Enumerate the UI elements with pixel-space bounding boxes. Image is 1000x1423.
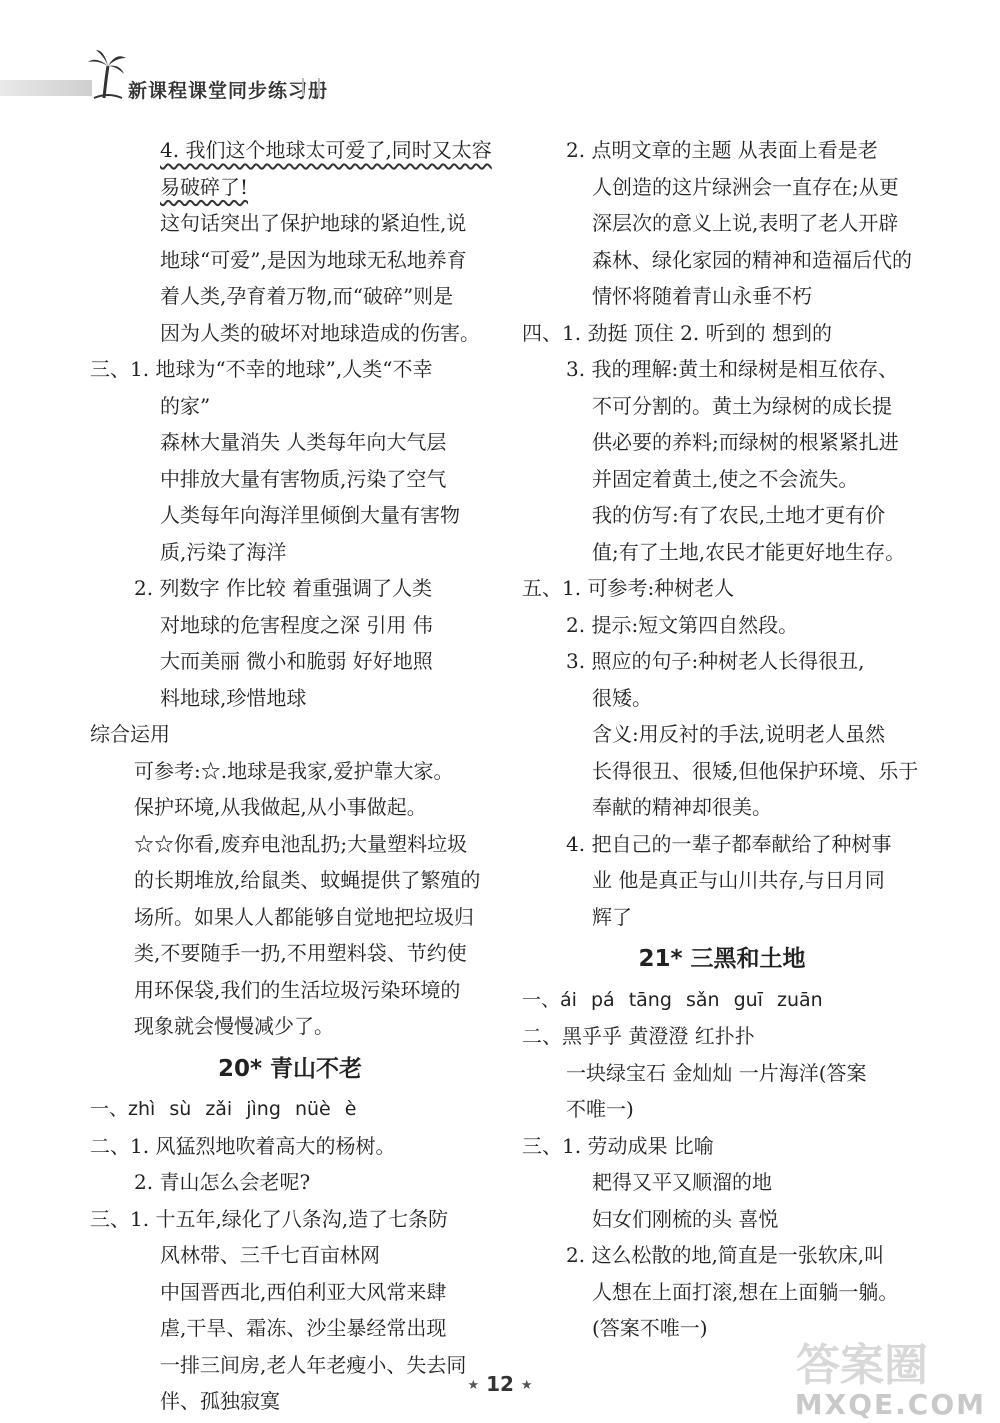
text-line: [90, 1008, 490, 1045]
text-line: [522, 789, 922, 826]
line-text: 中国晋西北,西伯利亚大风常来肆: [160, 1279, 447, 1304]
line-text: 森林、绿化家园的精神和造福后代的: [592, 247, 912, 272]
line-text: 奉献的精神却很美。: [592, 795, 772, 819]
watermark-text: MXQE.COM: [794, 1388, 986, 1421]
line-text: 大而美丽 微小和脆弱 好好地照: [160, 649, 433, 673]
text-line: [522, 607, 922, 644]
text-line: [90, 242, 490, 279]
line-text: 3. 我的理解:黄土和绿树是相互依存、: [566, 357, 899, 381]
line-text: 的家”: [160, 393, 211, 418]
line-text: 用环保袋,我们的生活垃圾污染环境的: [134, 977, 461, 1002]
line-text: 耙得又平又顺溜的地: [592, 1170, 772, 1194]
line-text: 料地球,珍惜地球: [160, 685, 307, 710]
line-text: 4. 把自己的一辈子都奉献给了种树事: [566, 831, 892, 856]
line-text: 一、zhì sù zǎi jìng nüè è: [90, 1098, 357, 1120]
text-line: [90, 497, 490, 534]
text-line: [522, 315, 922, 352]
text-line: [90, 1237, 490, 1274]
text-line: [522, 351, 922, 388]
header-title: 新课程课堂同步练习册: [128, 80, 329, 102]
line-text: 对地球的危害程度之深 引用 伟: [160, 612, 433, 637]
line-text: 21* 三黑和土地: [638, 946, 806, 972]
text-line: [90, 1164, 490, 1201]
text-line: [522, 862, 922, 899]
left-column: [90, 132, 490, 1420]
text-line: [90, 388, 490, 425]
line-text: 可参考:☆.地球是我家,爱护靠大家。: [134, 758, 454, 783]
line-text: 2. 这么松散的地,简直是一张软床,叫: [566, 1243, 885, 1267]
text-line: [90, 862, 490, 899]
text-line: [90, 972, 490, 1009]
header-bar: [0, 80, 92, 96]
line-text: 不可分割的。黄土为绿树的成长提: [592, 393, 892, 418]
line-text: 2. 提示:短文第四自然段。: [566, 612, 799, 637]
line-text: 不唯一): [566, 1097, 634, 1121]
text-line: [90, 753, 490, 790]
line-text: 20* 青山不老: [217, 1055, 363, 1082]
line-text: 4. 我们这个地球太可爱了,同时又太容: [160, 138, 492, 162]
text-line: [522, 205, 922, 242]
line-text: 2. 点明文章的主题 从表面上看是老: [566, 138, 878, 162]
line-text: 很矮。: [592, 685, 652, 710]
line-text: 类,不要随手一扔,不用塑料袋、节约使: [134, 941, 467, 965]
text-line: [522, 1201, 922, 1238]
line-text: 长得很丑、很矮,但他保护环境、乐于: [592, 758, 919, 783]
text-line: [90, 132, 490, 169]
text-line: [90, 643, 490, 680]
text-line: [522, 169, 922, 206]
text-line: [90, 278, 490, 315]
text-line: [90, 570, 490, 607]
line-text: 人想在上面打滚,想在上面躺一躺。: [592, 1279, 899, 1304]
line-text: 因为人类的破坏对地球造成的伤害。: [160, 320, 480, 345]
text-line: [522, 1164, 922, 1201]
line-text: 人类每年向海洋里倾倒大量有害物: [160, 503, 460, 527]
line-text: 一、ái pá tāng sǎn guī zuān: [522, 988, 823, 1011]
line-text: 保护环境,从我做起,从小事做起。: [134, 795, 427, 819]
line-text: 现象就会慢慢减少了。: [134, 1014, 334, 1038]
text-line: [522, 826, 922, 863]
text-line: [522, 1237, 922, 1274]
text-line: [522, 497, 922, 534]
line-text: 深层次的意义上说,表明了老人开辟: [592, 211, 899, 235]
line-text: 我的仿写:有了农民,土地才更有价: [592, 503, 886, 527]
text-line: [90, 935, 490, 972]
line-text: 地球“可爱”,是因为地球无私地养育: [160, 247, 467, 272]
header-ticks: [302, 78, 320, 96]
line-text: 3. 照应的句子:种树老人长得很丑,: [566, 649, 865, 673]
line-text: 质,污染了海洋: [160, 539, 287, 564]
text-line: [522, 982, 922, 1019]
text-line: [90, 607, 490, 644]
line-text: 的长期堆放,给鼠类、蚊蝇提供了繁殖的: [134, 868, 481, 892]
line-text: 三、1. 劳动成果 比喻: [522, 1133, 714, 1158]
text-line: [522, 570, 922, 607]
line-text: 2. 青山怎么会老呢?: [134, 1170, 311, 1194]
line-text: 含义:用反衬的手法,说明老人虽然: [592, 722, 886, 746]
text-line: [522, 1055, 922, 1092]
star-icon: ★: [467, 1378, 480, 1393]
line-text: 着人类,孕育着万物,而“破碎”则是: [160, 284, 454, 308]
text-line: [522, 461, 922, 498]
line-text: 三、1. 地球为“不幸的地球”,人类“不幸: [90, 357, 433, 381]
line-text: 这句话突出了保护地球的紧迫性,说: [160, 211, 467, 235]
right-column: [522, 132, 922, 1347]
text-line: [522, 242, 922, 279]
text-line: [522, 132, 922, 169]
text-line: [90, 351, 490, 388]
line-text: 二、1. 风猛烈地吹着高大的杨树。: [90, 1133, 396, 1158]
line-text: ☆☆你看,废弃电池乱扔;大量塑料垃圾: [134, 831, 468, 856]
star-icon: ★: [520, 1378, 533, 1393]
text-line: [522, 643, 922, 680]
line-text: 2. 列数字 作比较 着重强调了人类: [134, 576, 433, 600]
text-line: [90, 789, 490, 826]
text-line: [522, 753, 922, 790]
line-text: 人创造的这片绿洲会一直存在;从更: [592, 174, 899, 199]
text-line: [90, 1091, 490, 1128]
text-line: [522, 1274, 922, 1311]
text-line: [90, 1310, 490, 1347]
text-line: [90, 461, 490, 498]
text-line: [522, 1091, 922, 1128]
section-title: [522, 941, 922, 978]
line-text: 二、黑乎乎 黄澄澄 红扑扑: [522, 1024, 755, 1048]
section-title: [90, 1051, 490, 1088]
line-text: 风林带、三千七百亩林网: [160, 1243, 380, 1267]
text-line: [90, 534, 490, 571]
text-line: [90, 1274, 490, 1311]
page-header: [0, 72, 330, 102]
text-line: [90, 826, 490, 863]
line-text: 供必要的养料;而绿树的根紧紧扎进: [592, 430, 899, 454]
text-line: [90, 1201, 490, 1238]
text-line: [522, 424, 922, 461]
line-text: 伴、孤独寂寞: [160, 1389, 280, 1413]
text-line: [90, 899, 490, 936]
line-text: 并固定着黄土,使之不会流失。: [592, 466, 859, 491]
line-text: 业 他是真正与山川共存,与日月同: [592, 868, 885, 892]
line-text: (答案不唯一): [592, 1316, 708, 1340]
text-line: [522, 388, 922, 425]
text-line: [90, 205, 490, 242]
page-number: 12: [486, 1372, 514, 1396]
text-line: [90, 169, 490, 206]
line-text: 一排三间房,老人年老瘦小、失去同: [160, 1352, 467, 1377]
line-text: 辉了: [592, 904, 632, 929]
text-line: [90, 424, 490, 461]
text-line: [522, 1018, 922, 1055]
palm-tree-icon: [86, 48, 126, 100]
line-text: 四、1. 劲挺 顶住 2. 听到的 想到的: [522, 320, 832, 345]
text-line: [522, 680, 922, 717]
line-text: 综合运用: [90, 722, 170, 746]
line-text: 虐,干旱、霜冻、沙尘暴经常出现: [160, 1316, 447, 1340]
line-text: 三、1. 十五年,绿化了八条沟,造了七条防: [90, 1206, 449, 1231]
line-text: 情怀将随着青山永垂不朽: [592, 284, 812, 308]
text-line: [90, 315, 490, 352]
text-line: [522, 1128, 922, 1165]
text-line: [90, 680, 490, 717]
line-text: 中排放大量有害物质,污染了空气: [160, 466, 447, 491]
text-line: [522, 278, 922, 315]
text-line: [90, 1128, 490, 1165]
watermark-logo-text: 答案圈: [796, 1340, 928, 1391]
text-line: [522, 899, 922, 936]
line-text: 场所。如果人人都能够自觉地把垃圾归: [134, 904, 474, 929]
line-text: 妇女们刚梳的头 喜悦: [592, 1206, 779, 1231]
line-text: 森林大量消失 人类每年向大气层: [160, 430, 447, 454]
line-text: 值;有了土地,农民才能更好地生存。: [592, 539, 906, 564]
line-text: 一块绿宝石 金灿灿 一片海洋(答案: [566, 1060, 867, 1085]
text-line: [522, 716, 922, 753]
text-line: [90, 716, 490, 753]
text-line: [522, 534, 922, 571]
line-text: 易破碎了!: [160, 174, 249, 199]
line-text: 五、1. 可参考:种树老人: [522, 576, 735, 600]
